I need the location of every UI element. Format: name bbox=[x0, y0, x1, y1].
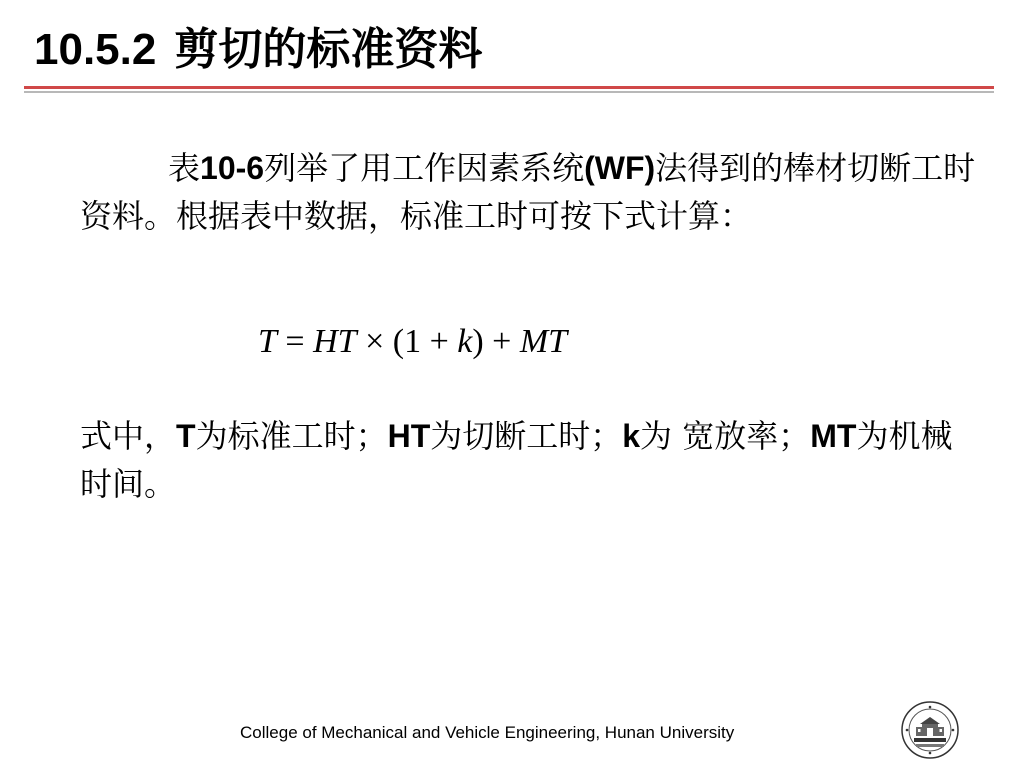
paragraph-text: 表 bbox=[168, 149, 201, 187]
formula-symbol: MT bbox=[519, 323, 568, 360]
title-rule-gray bbox=[24, 91, 994, 93]
formula-symbol: T bbox=[258, 323, 277, 360]
intro-paragraph bbox=[80, 144, 980, 240]
variable-k: k bbox=[622, 418, 641, 454]
formula-operator: = bbox=[276, 323, 314, 360]
title-text: 剪切的标准资料 bbox=[174, 24, 483, 75]
formula-symbol: HT bbox=[313, 323, 357, 360]
title-rule-red bbox=[24, 86, 994, 89]
paragraph-text: 列举了用工作因素系统 bbox=[264, 149, 585, 187]
section-number: 10.5.2 bbox=[34, 25, 157, 74]
definitions-paragraph bbox=[80, 412, 980, 508]
formula-operator: × (1 + bbox=[356, 323, 458, 360]
paragraph-text: 为标准工时； bbox=[195, 417, 388, 455]
formula-symbol: k bbox=[457, 323, 473, 360]
slide-title bbox=[34, 20, 482, 80]
variable-t: T bbox=[176, 418, 196, 454]
paragraph-text: 为切断工时； bbox=[430, 417, 623, 455]
variable-mt: MT bbox=[810, 418, 857, 454]
footer-text: College of Mechanical and Vehicle Engineering, Hunan University bbox=[240, 723, 735, 742]
formula-operator: ) + bbox=[472, 323, 520, 360]
university-seal-icon bbox=[900, 700, 960, 760]
table-reference: 10-6 bbox=[200, 150, 265, 186]
paragraph-text: 为 宽放率； bbox=[640, 417, 811, 455]
standard-time-formula bbox=[258, 318, 567, 366]
paragraph-text: 为机械时间。 bbox=[80, 417, 953, 503]
wf-abbreviation: (WF) bbox=[584, 150, 656, 186]
paragraph-text: 式中， bbox=[80, 417, 177, 455]
paragraph-text: 法得到的棒材切断工时资料。根据表中数据，标准工时可按下式计算： bbox=[80, 149, 976, 235]
variable-ht: HT bbox=[387, 418, 431, 454]
